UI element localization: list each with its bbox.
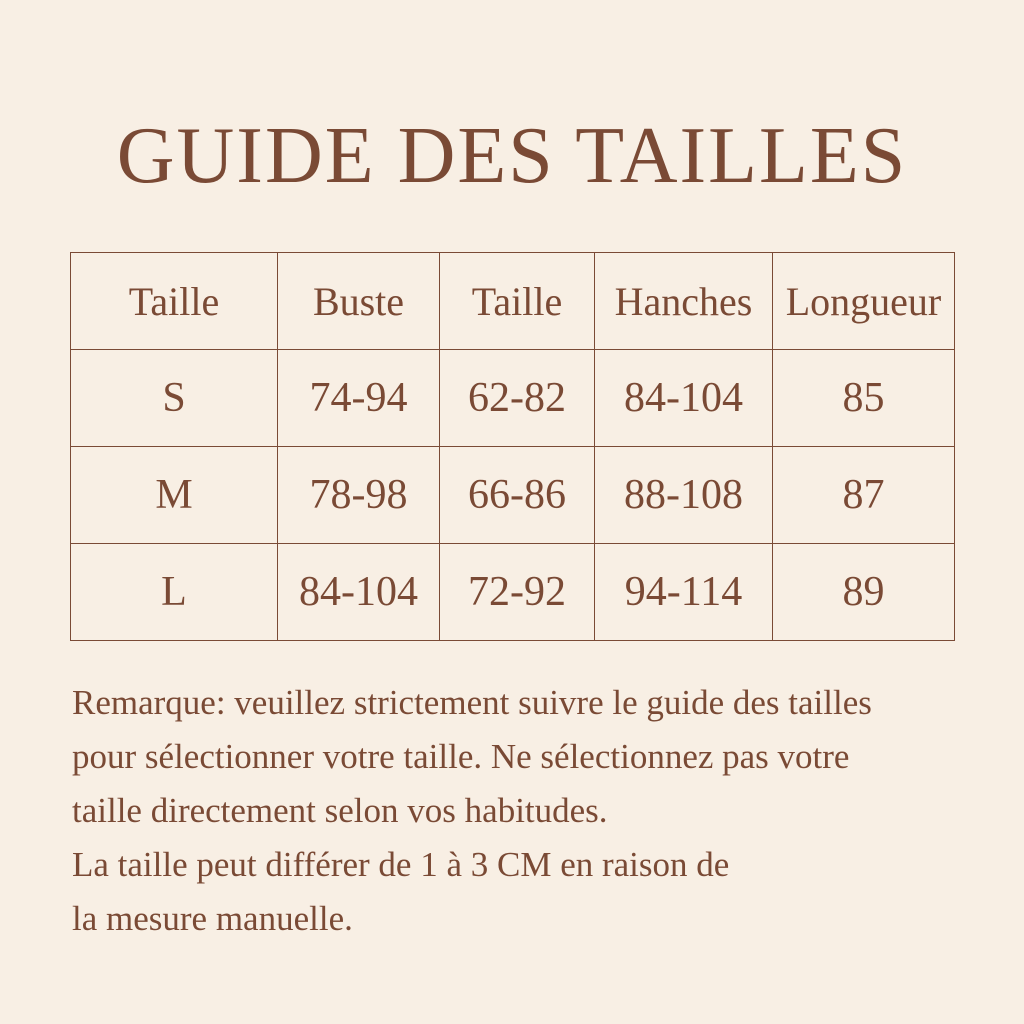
size-table [70, 252, 955, 641]
size-cell: S [71, 350, 278, 447]
length-cell: 89 [773, 544, 955, 641]
page-title: GUIDE DES TAILLES [116, 112, 908, 200]
table-row [71, 544, 955, 641]
bust-cell: 74-94 [278, 350, 440, 447]
column-header-tour-de-taille: Taille [440, 253, 595, 350]
note-line: Remarque: veuillez strictement suivre le guide des tailles [72, 683, 872, 722]
length-cell: 85 [773, 350, 955, 447]
waist-cell: 66-86 [440, 447, 595, 544]
hips-cell: 94-114 [595, 544, 773, 641]
note-line: la mesure manuelle. [72, 899, 353, 938]
table-row [71, 350, 955, 447]
column-header-taille: Taille [71, 253, 278, 350]
note-line: taille directement selon vos habitudes. [72, 791, 608, 830]
length-cell: 87 [773, 447, 955, 544]
hips-cell: 88-108 [595, 447, 773, 544]
hips-cell: 84-104 [595, 350, 773, 447]
note-line: pour sélectionner votre taille. Ne sélectionnez pas votre [72, 737, 850, 776]
column-header-hanches: Hanches [595, 253, 773, 350]
bust-cell: 84-104 [278, 544, 440, 641]
column-header-longueur: Longueur [773, 253, 955, 350]
column-header-buste: Buste [278, 253, 440, 350]
size-cell: L [71, 544, 278, 641]
waist-cell: 72-92 [440, 544, 595, 641]
note-line: La taille peut différer de 1 à 3 CM en raison de [72, 845, 730, 884]
size-cell: M [71, 447, 278, 544]
bust-cell: 78-98 [278, 447, 440, 544]
size-note [72, 676, 992, 946]
table-header-row [71, 253, 955, 350]
table-row [71, 447, 955, 544]
waist-cell: 62-82 [440, 350, 595, 447]
